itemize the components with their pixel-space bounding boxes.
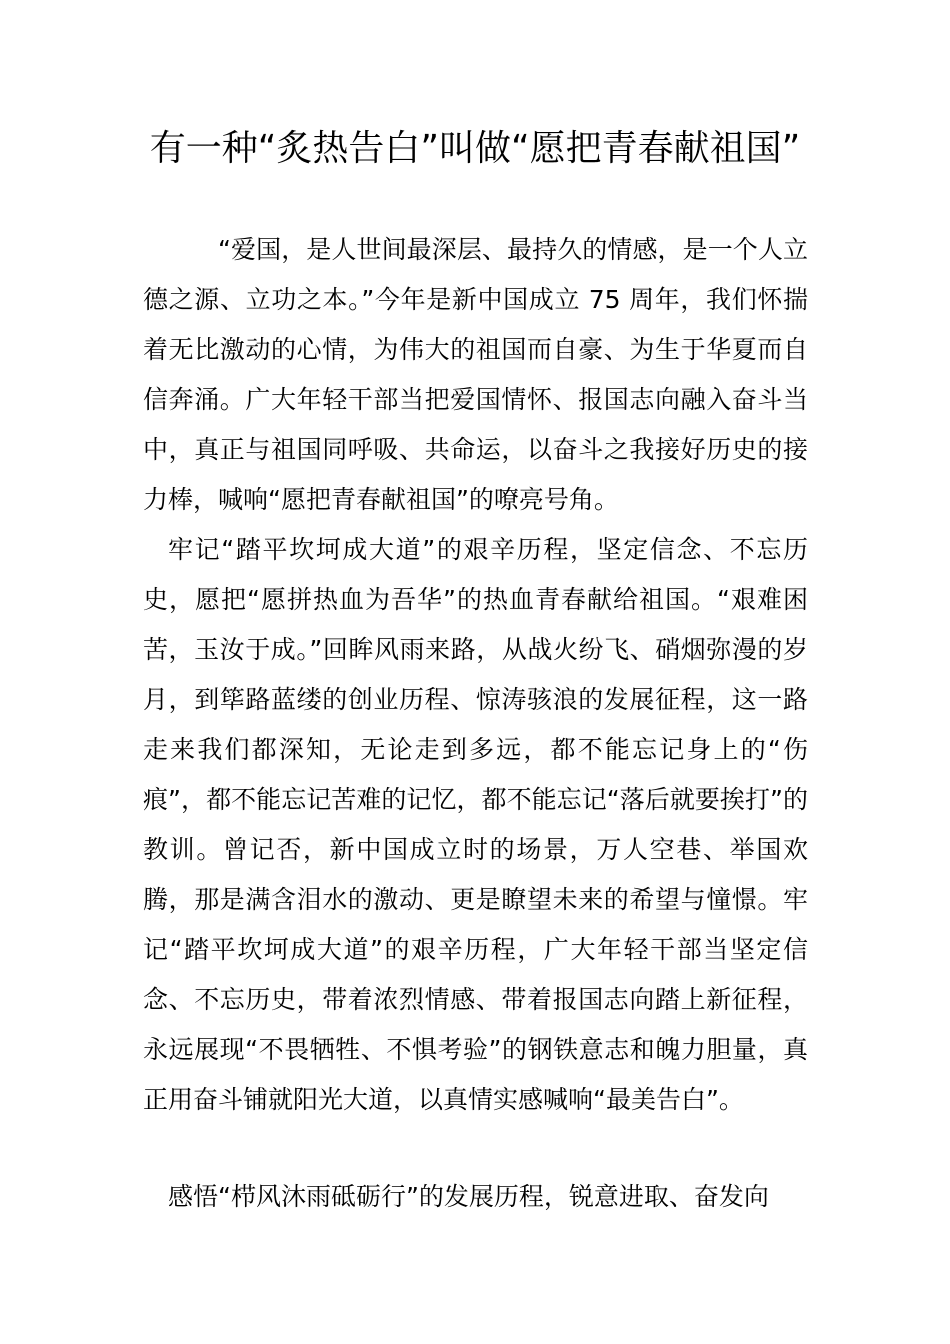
paragraph-1: “爱国，是人世间最深层、最持久的情感，是一个人立德之源、立功之本。”今年是新中国成立 75 周年，我们怀揣着无比激动的心情，为伟大的祖国而自豪、为生于华夏而自信奔涌。广大年轻干部当把爱国情怀、报国志向融入奋斗当中，真正与祖国同呼吸、共命运，以奋斗之我接好历史的接力棒，喊响“愿把青春献祖国”的嘹亮号角。	[143, 235, 808, 514]
document-title: 有一种“炙热告白”叫做“愿把青春献祖国”	[149, 128, 801, 169]
paragraph-2: 牢记“踏平坎坷成大道”的艰辛历程，坚定信念、不忘历史，愿把“愿拼热血为吾华”的热血青春献给祖国。“艰难困苦，玉汝于成。”回眸风雨来路，从战火纷飞、硝烟弥漫的岁月，到筚路蓝缕的创业历程、惊涛骇浪的发展征程，这一路走来我们都深知，无论走到多远，都不能忘记身上的“伤痕”，都不能忘记苦难的记忆，都不能忘记“落后就要挨打”的教训。曾记否，新中国成立时的场景，万人空巷、举国欢腾，那是满含泪水的激动、更是瞭望未来的希望与憧憬。牢记“踏平坎坷成大道”的艰辛历程，广大年轻干部当坚定信念、不忘历史，带着浓烈情感、带着报国志向踏上新征程，永远展现“不畏牺牲、不惧考验”的钢铁意志和魄力胆量，真正用奋斗铺就阳光大道，以真情实感喊响“最美告白”。	[143, 535, 808, 1114]
paragraph-3: 感悟“栉风沐雨砥砺行”的发展历程，锐意进取、奋发向	[168, 1182, 769, 1211]
